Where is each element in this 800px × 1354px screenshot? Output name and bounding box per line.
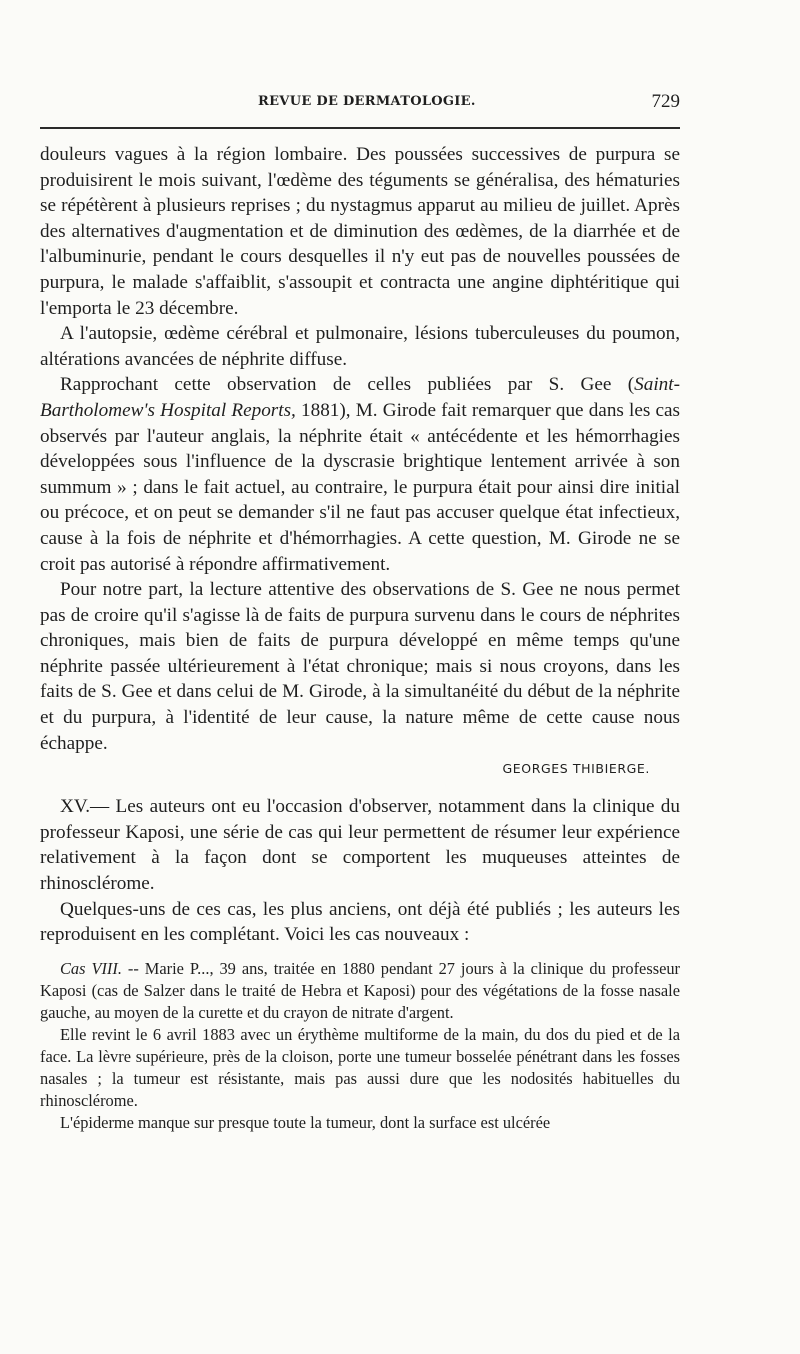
paragraph: XV.— Les auteurs ont eu l'occasion d'observer, notamment dans la clinique du professeur Kaposi, une série de cas qui leur permettent de résumer leur expérience relativement à la façon dont se comportent les muqueuses atteintes de rhinosclérome. [40,796,680,895]
paragraph: Quelques-uns de ces cas, les plus anciens, ont déjà été publiés ; les auteurs les reproduisent en les complétant. Voici les cas nouveaux : [40,898,680,946]
text-span: Rapprochant cette observation de celles publiées par S. Gee ( [60,374,635,396]
text-span: -- Marie P..., 39 ans, traitée en 1880 pendant 27 jours à la clinique du professeur Kaposi (cas de Salzer dans le traité de Hebra et Kaposi) pour des végétations de la fosse nasale gauche, au moyen de la curette et du crayon de nitrate d'argent. [40,958,681,1022]
page-number: 729 [651,91,680,112]
paragraph [40,372,680,577]
author-signature: GEORGES THIBIERGE. [502,761,650,777]
running-header [40,91,680,118]
citation-italic: Saint-Bartholomew's Hospital Reports, [40,374,680,421]
text-span: 1881), M. Girode fait remarquer que dans les cas observés par l'auteur anglais, la néphrite était « antécédente et les hémorrhagies développées sous l'influence de la dyscrasie brightique lentement arrivée à son summum » ; dans le fait actuel, au contraire, le purpura était pour ainsi dire initial ou précoce, et on peut se demander s'il ne faut pas accuser quelque état infectieux, cause à la fois de néphrite et d'hémorrhagies. A cette question, M. Girode ne se croit pas autorisé à répondre affirmativement. [40,399,680,575]
case-report [40,958,680,1134]
paragraph: douleurs vagues à la région lombaire. Des poussées successives de purpura se produisirent le mois suivant, l'œdème des téguments se généralisa, des hématuries se répétèrent à plusieurs reprises ; du nystagmus apparut au milieu de juillet. Après des alternatives d'augmentation et de diminution des œdèmes, de la diarrhée et de l'albuminurie, pendant le cours desquelles il n'y eut pas de nouvelles poussées de purpura, le malade s'affaiblit, s'assoupit et contracta une angine diphtéritique qui l'emporta le 23 décembre. [40,144,680,319]
case-paragraph: Elle revint le 6 avril 1883 avec un érythème multiforme de la main, du dos du pied et de la face. La lèvre supérieure, près de la cloison, porte une tumeur bosselée pénétrant dans les fosses nasales ; la tumeur est résistante, mais pas aussi dure que les nodosités habituelles du rhinosclérome. [40,1024,680,1110]
case-paragraph [40,958,680,1024]
header-rule [40,127,680,129]
case-paragraph: L'épiderme manque sur presque toute la tumeur, dont la surface est ulcérée [60,1112,551,1132]
article-body [40,142,680,1134]
journal-title: REVUE DE DERMATOLOGIE. [258,94,476,109]
paragraph: A l'autopsie, œdème cérébral et pulmonaire, lésions tuberculeuses du poumon, altérations avancées de néphrite diffuse. [40,323,680,370]
paragraph: Pour notre part, la lecture attentive des observations de S. Gee ne nous permet pas de croire qu'il s'agisse là de faits de purpura survenu dans le cours de néphrites chroniques, mais bien de faits de purpura développé en même temps qu'une néphrite passée ultérieurement à l'état chronique; mais si nous croyons, dans les faits de S. Gee et dans celui de M. Girode, à la simultanéité du début de la néphrite et du purpura, à l'identité de leur cause, la nature même de cette cause nous échappe. [40,579,680,754]
case-label: Cas VIII. [60,958,122,978]
